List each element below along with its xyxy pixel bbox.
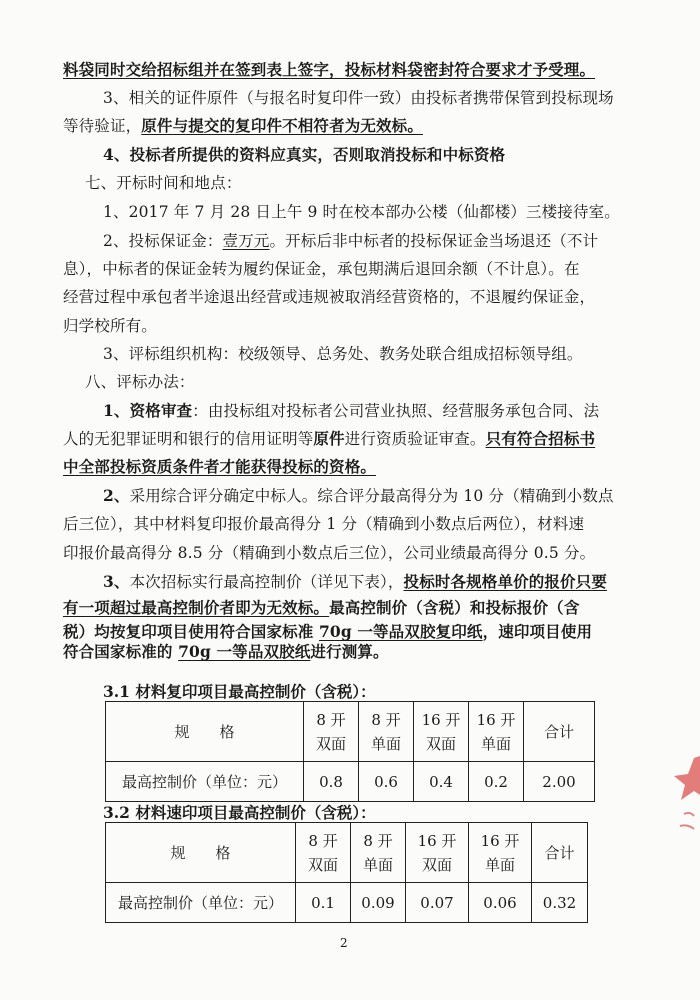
text-run: 2、	[103, 486, 130, 505]
text-run: ：由投标组对投标者公司营业执照、经营服务承包合同、法	[192, 402, 600, 420]
column-header	[304, 702, 359, 762]
body-line	[103, 486, 693, 506]
text-run: 最高控制价（含税）和投标报价（含	[329, 598, 580, 617]
text-run: 1、资格审查	[103, 401, 193, 420]
header-text: 16 开	[480, 831, 520, 850]
header-text: 16 开	[476, 710, 516, 729]
price-cell: 0.6	[359, 762, 414, 802]
print-price-table	[105, 822, 588, 923]
body-line	[103, 145, 693, 165]
text-run: 1、2017 年 7 月 28 日上午 9 时在校本部办公楼（仙都楼）三楼接待室。	[103, 203, 620, 221]
header-text: 合计	[544, 843, 575, 862]
price-cell: 0.07	[406, 883, 469, 923]
text-run: 本次招标实行最高控制价（详见下表），	[129, 573, 404, 591]
text-run: 原件	[313, 429, 345, 448]
text-run: 投标时各规格单价的报价只要	[403, 572, 607, 591]
body-line	[103, 88, 693, 108]
text-run: 原件与提交的复印件不相符者为无效标。	[141, 116, 423, 135]
text-run: 息），中标者的保证金转为履约保证金，承包期满后退回余额（不计息）。在	[63, 260, 580, 278]
header-text: 双面	[307, 855, 338, 874]
header-text: 16 开	[417, 831, 457, 850]
text-run: 3、	[103, 572, 130, 591]
row-label: 最高控制价（单位：元）	[106, 762, 304, 802]
price-cell: 0.09	[351, 883, 406, 923]
header-text: 8 开	[308, 831, 338, 850]
text-run: 料袋同时交给招标组并在签到表上签字，投标材料袋密封符合要求才予受理。	[63, 60, 596, 79]
column-header	[524, 702, 595, 762]
body-line	[63, 622, 653, 642]
text-run: 4、投标者所提供的资料应真实，否则取消投标和中标资格	[103, 145, 506, 164]
text-run: 。开标后非中标者的投标保证金当场退还（不计	[269, 232, 599, 250]
red-seal-stamp	[664, 730, 700, 840]
price-cell: 0.1	[296, 883, 351, 923]
column-header	[414, 702, 469, 762]
text-run: 采用综合评分确定中标人。综合评分最高得分为 10 分（精确到小数点	[129, 487, 614, 505]
body-line	[63, 316, 653, 336]
body-line	[63, 259, 653, 279]
text-run: 八、评标办法：	[85, 373, 195, 391]
body-line	[85, 173, 675, 193]
body-line	[63, 457, 653, 477]
column-header	[359, 702, 414, 762]
price-cell: 0.2	[469, 762, 524, 802]
text-run: 3、相关的证件原件（与报名时复印件一致）由投标者携带保管到投标现场	[103, 89, 614, 107]
header-text: 16 开	[421, 710, 461, 729]
header-text: 双面	[421, 855, 452, 874]
column-header	[532, 823, 588, 883]
text-run: 只有符合招标书	[485, 429, 596, 448]
header-text: 双面	[315, 734, 346, 753]
text-run: 符合国家标准的	[63, 642, 179, 661]
header-text: 单面	[484, 855, 515, 874]
column-header	[351, 823, 406, 883]
price-cell: 0.8	[304, 762, 359, 802]
text-run: 等待验证，	[63, 117, 142, 135]
header-text: 单面	[480, 734, 511, 753]
body-line	[103, 202, 693, 222]
text-run: 后三位），其中材料复印报价最高得分 1 分（精确到小数点后两位），材料速	[63, 515, 585, 533]
body-line	[103, 344, 693, 364]
text-run: 人的无犯罪证明和银行的信用证明等	[63, 430, 314, 448]
price-cell: 0.4	[414, 762, 469, 802]
body-line	[63, 116, 653, 136]
body-line	[103, 401, 693, 421]
header-text: 单面	[362, 855, 393, 874]
column-header	[469, 702, 524, 762]
text-run: 壹万元	[222, 232, 270, 250]
spec-header-cell: 规 格	[106, 823, 296, 883]
page-number: 2	[340, 936, 348, 950]
price-cell: 2.00	[524, 762, 595, 802]
header-text: 8 开	[371, 710, 401, 729]
header-text: 8 开	[316, 710, 346, 729]
body-line	[103, 231, 693, 251]
text-run: 3、评标组织机构：校级领导、总务处、教务处联合组成招标领导组。	[103, 345, 583, 363]
price-cell: 0.32	[532, 883, 588, 923]
body-line	[63, 60, 653, 80]
text-run: 经营过程中承包者半途退出经营或违规被取消经营资格的，不退履约保证金，	[63, 288, 596, 306]
copy-price-table	[105, 701, 595, 802]
body-line	[103, 572, 693, 592]
text-run: 进行资质验证审查。	[344, 430, 486, 448]
column-header	[406, 823, 469, 883]
text-run: 2、投标保证金：	[103, 232, 223, 250]
header-text: 8 开	[363, 831, 393, 850]
price-cell: 0.06	[469, 883, 532, 923]
text-run: 归学校所有。	[63, 317, 157, 335]
body-line	[63, 543, 653, 563]
header-text: 双面	[425, 734, 456, 753]
text-run: 印报价最高得分 8.5 分（精确到小数点后三位），公司业绩最高得分 0.5 分。	[63, 544, 596, 562]
text-run: 七、开标时间和地点：	[85, 174, 242, 192]
text-run: 70g 一等品双胶复印纸	[318, 622, 483, 641]
header-text: 合计	[543, 722, 574, 741]
body-line	[63, 287, 653, 307]
body-line	[63, 598, 653, 618]
table1-caption: 3.1 材料复印项目最高控制价（含税）：	[103, 682, 376, 701]
header-text: 单面	[370, 734, 401, 753]
spec-header-cell: 规 格	[106, 702, 304, 762]
body-line	[85, 372, 675, 392]
body-line	[63, 429, 653, 449]
body-line	[63, 642, 653, 662]
text-run: ，速印项目使用	[482, 622, 593, 641]
column-header	[296, 823, 351, 883]
text-run: 70g 一等品双胶纸	[178, 642, 311, 661]
text-run: 有一项超过最高控制价者即为无效标。	[63, 598, 330, 617]
body-line	[63, 514, 653, 534]
column-header	[469, 823, 532, 883]
text-run: 税）均按复印项目使用符合国家标准	[63, 622, 319, 641]
table2-caption: 3.2 材料速印项目最高控制价（含税）：	[103, 803, 376, 822]
text-run: 进行测算。	[310, 642, 389, 661]
text-run: 中全部投标资质条件者才能获得投标的资格。	[63, 457, 377, 476]
row-label: 最高控制价（单位：元）	[106, 883, 296, 923]
